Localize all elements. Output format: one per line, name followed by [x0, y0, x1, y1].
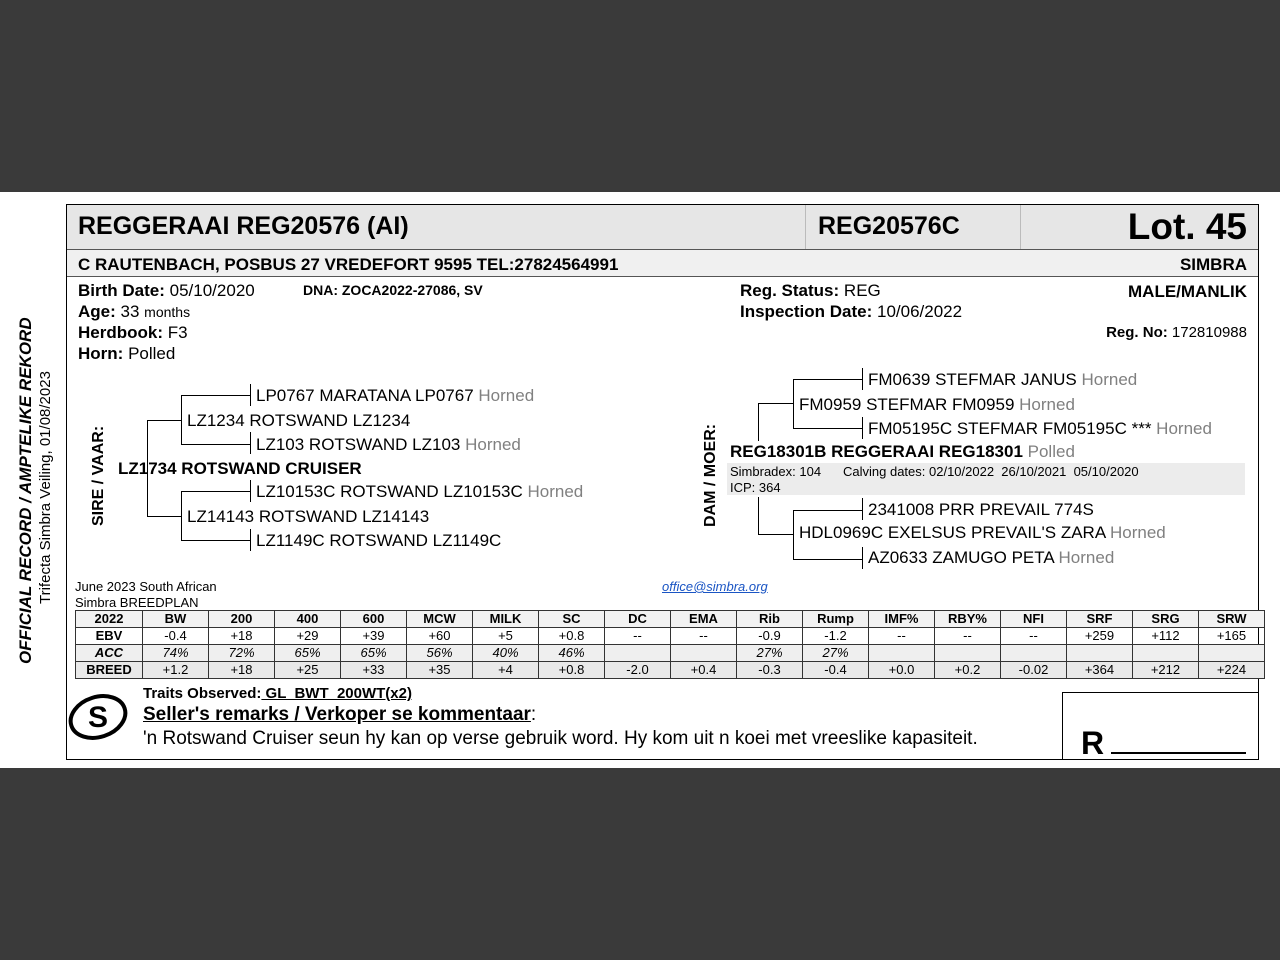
ebv-cell: -2.0: [605, 662, 671, 679]
ebv-cell: -0.3: [737, 662, 803, 679]
dam-sire-dam: FM05195C STEFMAR FM05195C *** Horned: [868, 419, 1212, 438]
ebv-cell: +212: [1133, 662, 1199, 679]
ebv-cell: +25: [275, 662, 341, 679]
remarks-text: 'n Rotswand Cruiser seun hy kan op verse gebruik word. Hy kom uit n koei met vreeslike kapasiteit.: [143, 728, 978, 749]
ebv-cell: 65%: [275, 645, 341, 662]
ebv-cell: NFI: [1001, 611, 1067, 628]
ebv-row: [76, 645, 1265, 662]
price-label: R: [1081, 725, 1105, 761]
ebv-cell: DC: [605, 611, 671, 628]
herdbook: Herdbook: F3: [78, 323, 188, 342]
ebv-cell: 27%: [737, 645, 803, 662]
ebv-cell: -0.9: [737, 628, 803, 645]
ebv-cell: Rib: [737, 611, 803, 628]
ebv-cell: +5: [473, 628, 539, 645]
ebv-cell: +0.2: [935, 662, 1001, 679]
remarks-title: Seller's remarks / Verkoper se kommentaar:: [143, 704, 537, 725]
dam-name: REG18301B REGGERAAI REG18301 Polled: [730, 442, 1075, 461]
dam-dam-dam: AZ0633 ZAMUGO PETA Horned: [868, 548, 1115, 567]
breedplan-title: June 2023 South African: [75, 579, 217, 594]
ebv-cell: SRW: [1199, 611, 1265, 628]
ebv-cell: +33: [341, 662, 407, 679]
ebv-cell: --: [869, 628, 935, 645]
breedplan-subtitle: Simbra BREEDPLAN: [75, 595, 199, 610]
ebv-cell: +39: [341, 628, 407, 645]
sire-sire-dam: LZ103 ROTSWAND LZ103 Horned: [256, 435, 521, 454]
ebv-cell: +4: [473, 662, 539, 679]
simbra-logo: [68, 692, 128, 742]
event-label: Trifecta Simbra Veiling, 01/08/2023: [37, 371, 54, 604]
ebv-cell: [869, 645, 935, 662]
reg-status: Reg. Status: REG: [740, 281, 881, 300]
ebv-cell: +364: [1067, 662, 1133, 679]
ebv-row: [76, 662, 1265, 679]
ebv-cell: +0.8: [539, 628, 605, 645]
lot-number: Lot. 45: [1127, 206, 1247, 247]
ebv-cell: [1133, 645, 1199, 662]
ebv-cell: MCW: [407, 611, 473, 628]
ebv-cell: --: [935, 628, 1001, 645]
sire-dam-name: LZ14143 ROTSWAND LZ14143: [187, 507, 430, 526]
ebv-cell: RBY%: [935, 611, 1001, 628]
ebv-cell: [671, 645, 737, 662]
ebv-cell: Rump: [803, 611, 869, 628]
ebv-cell: +0.0: [869, 662, 935, 679]
icp: ICP: 364: [730, 480, 781, 495]
reg-code: REG20576C: [818, 212, 960, 240]
ebv-cell: -0.4: [803, 662, 869, 679]
sire-name: LZ1734 ROTSWAND CRUISER: [118, 459, 362, 478]
ebv-cell: SRG: [1133, 611, 1199, 628]
official-record-label: OFFICIAL RECORD / AMPTELIKE REKORD: [16, 317, 35, 664]
age: Age: 33 months: [78, 302, 191, 321]
reg-number: Reg. No: 172810988: [1106, 324, 1247, 341]
dam-dam-sire: 2341008 PRR PREVAIL 774S: [868, 500, 1094, 519]
ebv-cell: MILK: [473, 611, 539, 628]
ebv-cell: +112: [1133, 628, 1199, 645]
ebv-cell: 72%: [209, 645, 275, 662]
svg-text:S: S: [87, 701, 109, 734]
owner-info: C RAUTENBACH, POSBUS 27 VREDEFORT 9595 TEL:27824564991: [78, 255, 619, 274]
ebv-cell: -1.2: [803, 628, 869, 645]
simbradex: Simbradex: 104: [730, 464, 822, 479]
ebv-row: [76, 611, 1265, 628]
inspection-date: Inspection Date: 10/06/2022: [740, 302, 963, 321]
birth-date: Birth Date: 05/10/2020: [78, 281, 255, 300]
ebv-cell: [1001, 645, 1067, 662]
ebv-cell: 65%: [341, 645, 407, 662]
sire-dam-sire: LZ10153C ROTSWAND LZ10153C Horned: [256, 482, 584, 501]
ebv-cell: [935, 645, 1001, 662]
ebv-cell: 40%: [473, 645, 539, 662]
ebv-cell: 46%: [539, 645, 605, 662]
ebv-cell: +60: [407, 628, 473, 645]
sire-section-label: SIRE / VAAR:: [90, 425, 107, 526]
ebv-cell: 600: [341, 611, 407, 628]
ebv-cell: +18: [209, 662, 275, 679]
sex-label: MALE/MANLIK: [1128, 282, 1247, 301]
sire-sire-name: LZ1234 ROTSWAND LZ1234: [187, 411, 411, 430]
ebv-table: [75, 610, 1265, 679]
price-field[interactable]: [1111, 752, 1246, 754]
ebv-cell: 200: [209, 611, 275, 628]
ebv-cell: +18: [209, 628, 275, 645]
ebv-cell: [1199, 645, 1265, 662]
horn-status: Horn: Polled: [78, 344, 176, 363]
ebv-cell: 400: [275, 611, 341, 628]
ebv-cell: +35: [407, 662, 473, 679]
dam-section-label: DAM / MOER:: [702, 423, 719, 527]
ebv-cell: --: [671, 628, 737, 645]
dam-dam: HDL0969C EXELSUS PREVAIL'S ZARA Horned: [799, 523, 1166, 542]
ebv-row: [76, 628, 1265, 645]
ebv-cell: --: [605, 628, 671, 645]
email-link[interactable]: office@simbra.org: [662, 579, 768, 594]
ebv-cell: +259: [1067, 628, 1133, 645]
ebv-cell: +0.8: [539, 662, 605, 679]
ebv-cell: 56%: [407, 645, 473, 662]
dam-sire: FM0959 STEFMAR FM0959 Horned: [799, 395, 1075, 414]
animal-name: REGGERAAI REG20576 (AI): [78, 212, 409, 240]
ebv-cell: +0.4: [671, 662, 737, 679]
ebv-cell: -0.4: [143, 628, 209, 645]
dna-info: DNA: ZOCA2022-27086, SV: [303, 282, 483, 298]
ebv-cell: +224: [1199, 662, 1265, 679]
ebv-cell: +29: [275, 628, 341, 645]
ebv-cell: 27%: [803, 645, 869, 662]
breed-label: SIMBRA: [1179, 255, 1247, 274]
row-label: BREED: [76, 662, 143, 679]
ebv-cell: -0.02: [1001, 662, 1067, 679]
ebv-cell: SC: [539, 611, 605, 628]
row-label: 2022: [76, 611, 143, 628]
ebv-cell: BW: [143, 611, 209, 628]
ebv-cell: [1067, 645, 1133, 662]
ebv-cell: +1.2: [143, 662, 209, 679]
sire-sire: LP0767 MARATANA LP0767 Horned: [256, 386, 535, 405]
ebv-cell: [605, 645, 671, 662]
calving-dates: Calving dates: 02/10/2022 26/10/2021 05/10/2020: [843, 464, 1139, 479]
ebv-cell: 74%: [143, 645, 209, 662]
lot-card: [0, 192, 1280, 768]
ebv-cell: EMA: [671, 611, 737, 628]
dam-sire-sire: FM0639 STEFMAR JANUS Horned: [868, 370, 1138, 389]
ebv-cell: +165: [1199, 628, 1265, 645]
row-label: EBV: [76, 628, 143, 645]
ebv-cell: IMF%: [869, 611, 935, 628]
traits-observed: Traits Observed: GL BWT 200WT(x2): [143, 685, 412, 702]
ebv-cell: --: [1001, 628, 1067, 645]
ebv-cell: SRF: [1067, 611, 1133, 628]
sire-dam-dam: LZ1149C ROTSWAND LZ1149C: [256, 531, 502, 550]
row-label: ACC: [76, 645, 143, 662]
